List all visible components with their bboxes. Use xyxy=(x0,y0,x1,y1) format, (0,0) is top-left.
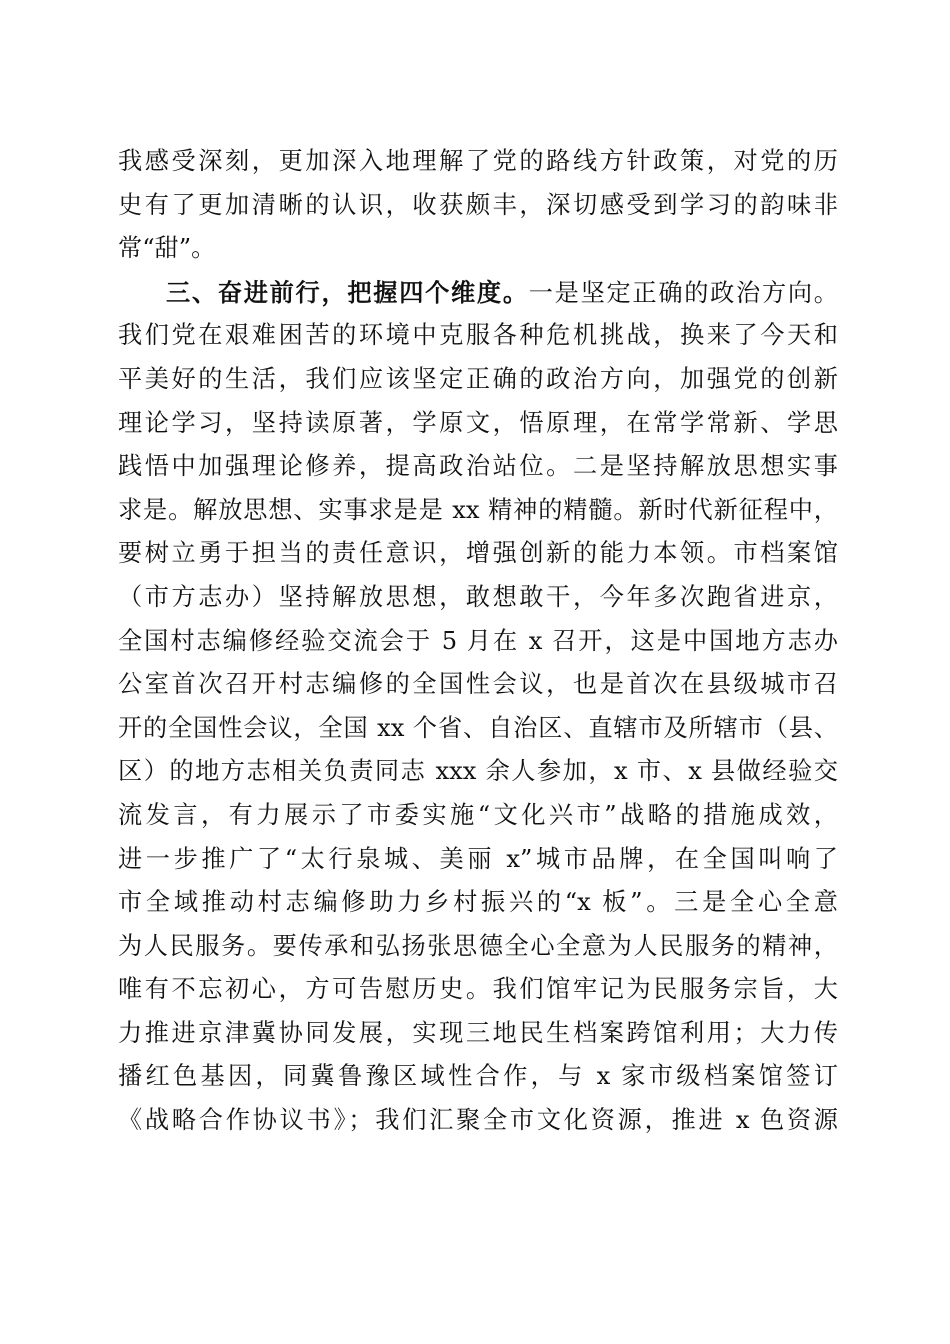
text-line: 流发言，有力展示了市委实施“文化兴市”战略的措施成效， xyxy=(118,800,838,829)
text-line: 播红色基因，同冀鲁豫区域性合作，与 x 家市级档案馆签订 xyxy=(118,1062,838,1091)
text-line: 常“甜”。 xyxy=(118,234,216,263)
section-first-line-rest: 一是坚定正确的政治方向。 xyxy=(528,278,838,307)
text-line: 市全域推动村志编修助力乡村振兴的“x 板”。三是全心全意 xyxy=(118,888,838,917)
text-line: 我们党在艰难困苦的环境中克服各种危机挑战，换来了今天和 xyxy=(118,321,838,350)
section-heading: 三、奋进前行，把握四个维度。 xyxy=(166,277,529,307)
text-line: 力推进京津冀协同发展，实现三地民生档案跨馆利用；大力传 xyxy=(118,1018,838,1047)
text-line: 全国村志编修经验交流会于 5 月在 x 召开，这是中国地方志办 xyxy=(118,626,838,655)
text-line: 《战略合作协议书》；我们汇聚全市文化资源，推进 x 色资源 xyxy=(118,1106,838,1135)
text-line: 开的全国性会议，全国 xx 个省、自治区、直辖市及所辖市（县、 xyxy=(118,713,838,742)
body-text xyxy=(118,140,838,1143)
text-line: （市方志办）坚持解放思想，敢想敢干，今年多次跑省进京， xyxy=(118,582,838,611)
text-line: 唯有不忘初心，方可告慰历史。我们馆牢记为民服务宗旨，大 xyxy=(118,975,838,1004)
text-line: 践悟中加强理论修养，提高政治站位。二是坚持解放思想实事 xyxy=(118,452,838,481)
text-line: 进一步推广了“太行泉城、美丽 x”城市品牌，在全国叫响了 xyxy=(118,844,838,873)
text-line: 为人民服务。要传承和弘扬张思德全心全意为人民服务的精神， xyxy=(118,931,838,960)
text-line: 公室首次召开村志编修的全国性会议，也是首次在县级城市召 xyxy=(118,670,838,699)
text-line: 要树立勇于担当的责任意识，增强创新的能力本领。市档案馆 xyxy=(118,539,838,568)
section-first-line xyxy=(118,271,838,315)
text-line: 区）的地方志相关负责同志 xxx 余人参加，x 市、x 县做经验交 xyxy=(118,757,838,786)
text-line: 求是。解放思想、实事求是是 xx 精神的精髓。新时代新征程中， xyxy=(118,495,838,524)
text-line: 我感受深刻，更加深入地理解了党的路线方针政策，对党的历 xyxy=(118,147,838,175)
text-line: 平美好的生活，我们应该坚定正确的政治方向，加强党的创新 xyxy=(118,364,838,393)
text-line: 理论学习，坚持读原著，学原文，悟原理，在常学常新、学思 xyxy=(118,408,838,437)
text-line: 史有了更加清晰的认识，收获颇丰，深切感受到学习的韵味非 xyxy=(118,190,838,219)
